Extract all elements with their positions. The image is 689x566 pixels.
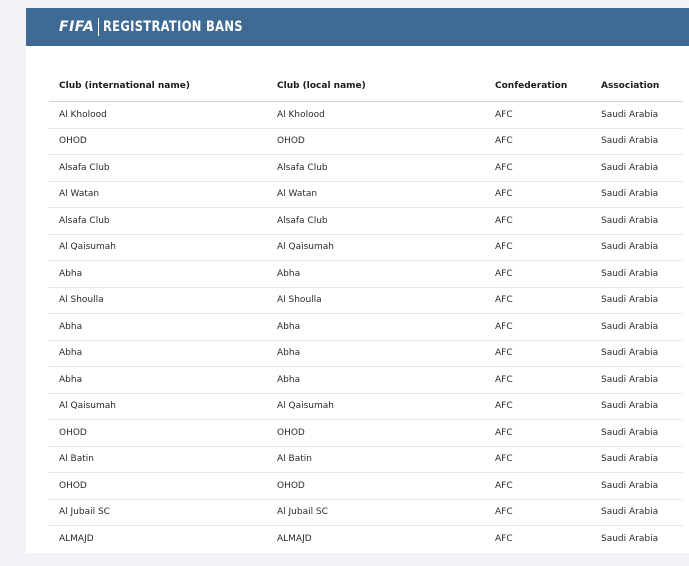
cell-local-name: OHOD bbox=[267, 128, 485, 155]
cell-international-name: Abha bbox=[49, 340, 267, 367]
cell-confederation: AFC bbox=[485, 261, 591, 288]
page-title: REGISTRATION BANS bbox=[103, 19, 244, 35]
cell-international-name: ALMAJD bbox=[59, 533, 94, 544]
cell-confederation: AFC bbox=[485, 102, 591, 129]
cell-local-name: Abha bbox=[267, 340, 485, 367]
cell-confederation: AFC bbox=[485, 208, 591, 235]
cell-confederation: AFC bbox=[485, 499, 591, 526]
cell-international-name: Al Kholood bbox=[49, 102, 267, 129]
cell-association: Saudi Arabia bbox=[591, 208, 683, 235]
column-header-confederation[interactable]: Confederation bbox=[485, 70, 591, 102]
cell-local-name: Al Watan bbox=[267, 181, 485, 208]
cell-association: Saudi Arabia bbox=[591, 367, 683, 394]
cell-association: Saudi Arabia bbox=[591, 420, 683, 447]
cell-confederation: AFC bbox=[485, 181, 591, 208]
cell-local-name: Al Kholood bbox=[267, 102, 485, 129]
cell-confederation: AFC bbox=[485, 473, 591, 500]
header-banner bbox=[26, 8, 689, 46]
cell-international-name: Al Qaisumah bbox=[49, 234, 267, 261]
cell-association: Saudi Arabia bbox=[591, 446, 683, 473]
cell-association: Saudi Arabia bbox=[591, 261, 683, 288]
cell-local-name: Al Qaisumah bbox=[267, 234, 485, 261]
cell-local-name: Al Shoulla bbox=[267, 287, 485, 314]
cell-local-name: Alsafa Club bbox=[267, 155, 485, 182]
column-header-association[interactable]: Association bbox=[591, 70, 683, 102]
table-body bbox=[49, 102, 683, 552]
table-row[interactable] bbox=[49, 287, 683, 314]
table-row[interactable] bbox=[49, 261, 683, 288]
cell-confederation: AFC bbox=[485, 367, 591, 394]
cell-association: Saudi Arabia bbox=[601, 533, 659, 544]
cell-international-name: OHOD bbox=[49, 420, 267, 447]
cell-local-name: ALMAJD bbox=[277, 533, 312, 544]
cell-association: Saudi Arabia bbox=[591, 473, 683, 500]
cell-international-name: Al Batin bbox=[49, 446, 267, 473]
cell-confederation: AFC bbox=[485, 340, 591, 367]
cell-confederation: AFC bbox=[485, 287, 591, 314]
cell-confederation: AFC bbox=[485, 314, 591, 341]
cell-international-name: Abha bbox=[49, 314, 267, 341]
table-row[interactable] bbox=[49, 367, 683, 394]
cell-confederation: AFC bbox=[485, 155, 591, 182]
table-row[interactable] bbox=[49, 473, 683, 500]
cell-local-name: Al Jubail SC bbox=[267, 499, 485, 526]
table-row[interactable] bbox=[49, 314, 683, 341]
cell-confederation: AFC bbox=[495, 533, 513, 544]
table-row[interactable] bbox=[49, 181, 683, 208]
table-row[interactable] bbox=[49, 420, 683, 447]
table-row[interactable] bbox=[49, 499, 683, 526]
cell-local-name: OHOD bbox=[267, 420, 485, 447]
cell-confederation: AFC bbox=[485, 420, 591, 447]
logo-divider bbox=[98, 18, 99, 36]
cell-local-name: Al Qaisumah bbox=[267, 393, 485, 420]
cell-association: Saudi Arabia bbox=[591, 128, 683, 155]
table-row[interactable] bbox=[49, 526, 683, 552]
cell-international-name: Al Jubail SC bbox=[49, 499, 267, 526]
cell-association: Saudi Arabia bbox=[591, 314, 683, 341]
cell-association: Saudi Arabia bbox=[591, 102, 683, 129]
cell-international-name: Alsafa Club bbox=[49, 155, 267, 182]
table-row[interactable] bbox=[49, 393, 683, 420]
table-row[interactable] bbox=[49, 208, 683, 235]
table-header-row bbox=[49, 70, 683, 102]
cell-association: Saudi Arabia bbox=[591, 499, 683, 526]
cell-international-name: Alsafa Club bbox=[49, 208, 267, 235]
cell-association: Saudi Arabia bbox=[591, 393, 683, 420]
fifa-logo[interactable]: FIFA bbox=[59, 19, 95, 35]
column-header-local-name[interactable]: Club (local name) bbox=[267, 70, 485, 102]
cell-local-name: Al Batin bbox=[267, 446, 485, 473]
table-row[interactable] bbox=[49, 340, 683, 367]
cell-confederation: AFC bbox=[485, 128, 591, 155]
column-header-international-name[interactable]: Club (international name) bbox=[49, 70, 267, 102]
cell-local-name: OHOD bbox=[267, 473, 485, 500]
cell-local-name: Abha bbox=[267, 261, 485, 288]
table-row[interactable] bbox=[49, 128, 683, 155]
registration-bans-card bbox=[26, 8, 689, 553]
cell-association: Saudi Arabia bbox=[591, 340, 683, 367]
table-row[interactable] bbox=[49, 446, 683, 473]
cell-confederation: AFC bbox=[485, 446, 591, 473]
cell-international-name: OHOD bbox=[49, 128, 267, 155]
table-row[interactable] bbox=[49, 102, 683, 129]
registration-bans-table bbox=[49, 70, 683, 552]
cell-international-name: Abha bbox=[49, 261, 267, 288]
cell-international-name: Al Shoulla bbox=[49, 287, 267, 314]
cell-local-name: Alsafa Club bbox=[267, 208, 485, 235]
cell-confederation: AFC bbox=[485, 234, 591, 261]
cell-association: Saudi Arabia bbox=[591, 287, 683, 314]
cell-international-name: Al Watan bbox=[49, 181, 267, 208]
table-row[interactable] bbox=[49, 155, 683, 182]
cell-international-name: Abha bbox=[49, 367, 267, 394]
cell-international-name: OHOD bbox=[49, 473, 267, 500]
cell-international-name: Al Qaisumah bbox=[49, 393, 267, 420]
table-row[interactable] bbox=[49, 234, 683, 261]
cell-local-name: Abha bbox=[267, 314, 485, 341]
cell-association: Saudi Arabia bbox=[591, 181, 683, 208]
cell-association: Saudi Arabia bbox=[591, 155, 683, 182]
cell-confederation: AFC bbox=[485, 393, 591, 420]
cell-local-name: Abha bbox=[267, 367, 485, 394]
cell-association: Saudi Arabia bbox=[591, 234, 683, 261]
